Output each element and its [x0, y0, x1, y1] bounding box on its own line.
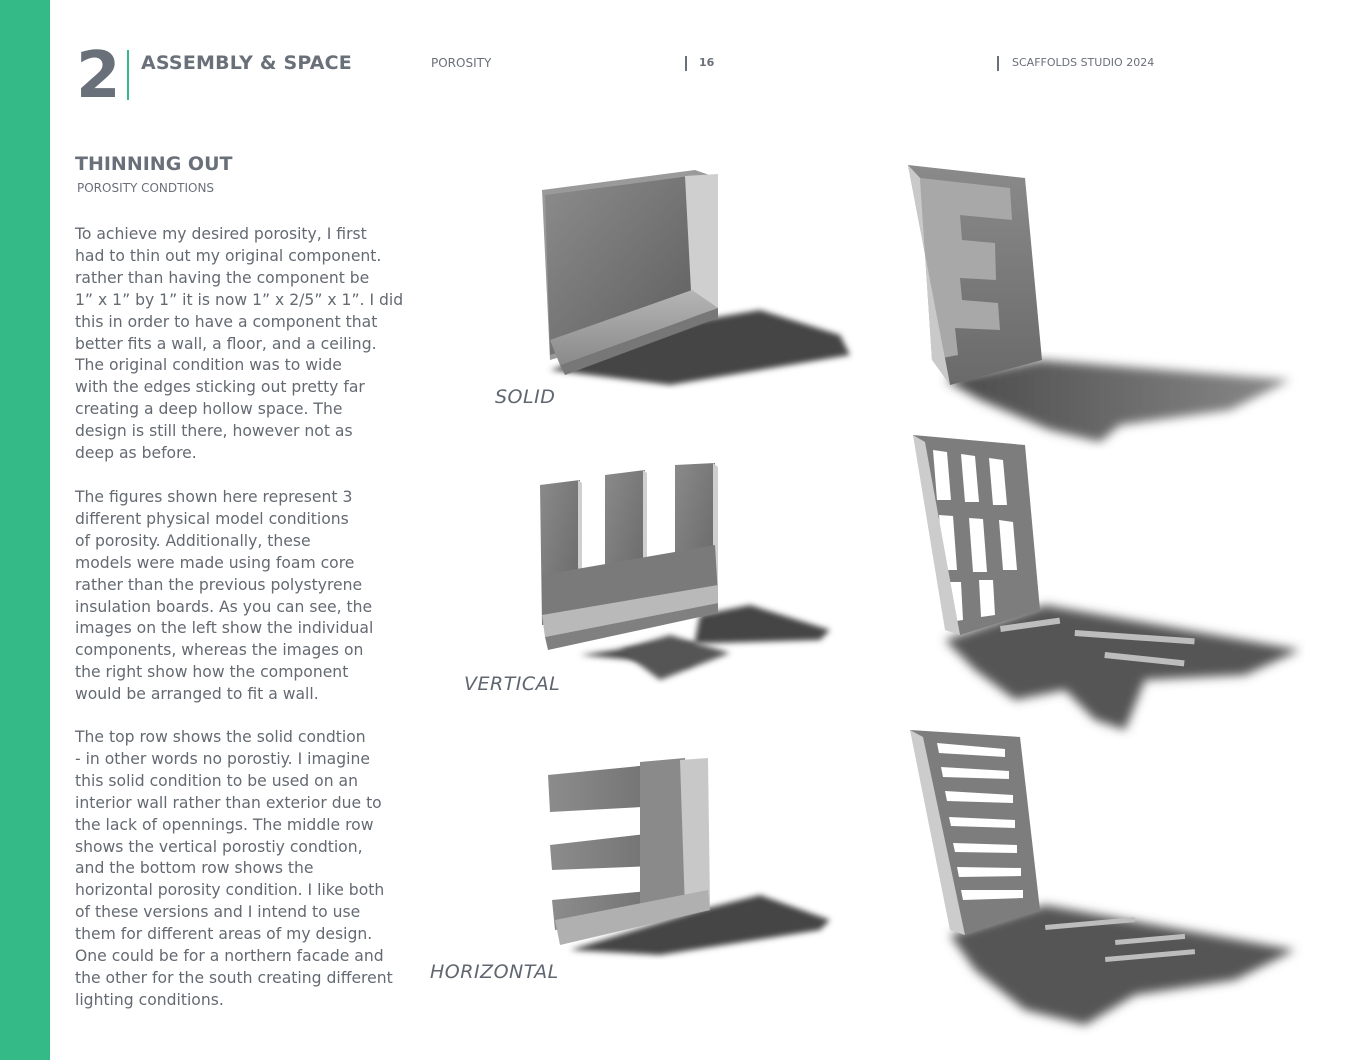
chapter-number: 2 — [76, 39, 121, 113]
body-paragraph-3: The top row shows the solid condtion - in other words no porostiy. I imagine this solid condition to be used on an interior wall rather than exterior due to the lack of opennings. The middle row shows the vertical porostiy condtion, and the bottom row shows the horizontal porosity condition. I like both of these versions and I intend to use them for different areas of my design. One could be for a northern facade and the other for the south creating different lighting conditions. — [75, 728, 393, 1009]
vertical-component-photo — [520, 455, 850, 695]
horizontal-wall-photo — [905, 725, 1305, 1035]
header-divider — [997, 56, 999, 71]
solid-component-photo — [520, 160, 860, 390]
caption-solid: SOLID — [495, 386, 556, 408]
caption-vertical: VERTICAL — [464, 673, 561, 695]
solid-wall-photo — [900, 160, 1300, 450]
page-number: 16 — [699, 56, 715, 69]
section-title: THINNING OUT — [75, 153, 233, 175]
sidebar-accent-bar — [0, 0, 50, 1060]
header-divider — [685, 56, 687, 71]
header-section: POROSITY — [431, 56, 492, 70]
chapter-title: ASSEMBLY & SPACE — [141, 52, 352, 74]
vertical-wall-photo — [905, 430, 1305, 740]
horizontal-component-photo — [530, 750, 840, 960]
body-paragraph-1: To achieve my desired porosity, I first had to thin out my original component. rather than having the component be 1” x 1” by 1” it is now 1” x 2/5” x 1”. I did this in order to have a component that better fits a wall, a floor, and a ceiling. The original condition was to wide with the edges sticking out pretty far creating a deep hollow space. The design is still there, however not as deep as before. — [75, 225, 404, 463]
chapter-divider — [127, 50, 129, 100]
body-paragraph-2: The figures shown here represent 3 different physical model conditions of porosity. Additionally, these models were made using foam core rather than the previous polystyrene insulation boards. As you can see, the images on the left show the individual components, whereas the images on the right show how the component would be arranged to fit a wall. — [75, 488, 374, 704]
caption-horizontal: HORIZONTAL — [430, 961, 559, 983]
section-subtitle: POROSITY CONDTIONS — [77, 181, 215, 195]
header-studio: SCAFFOLDS STUDIO 2024 — [1012, 56, 1155, 69]
